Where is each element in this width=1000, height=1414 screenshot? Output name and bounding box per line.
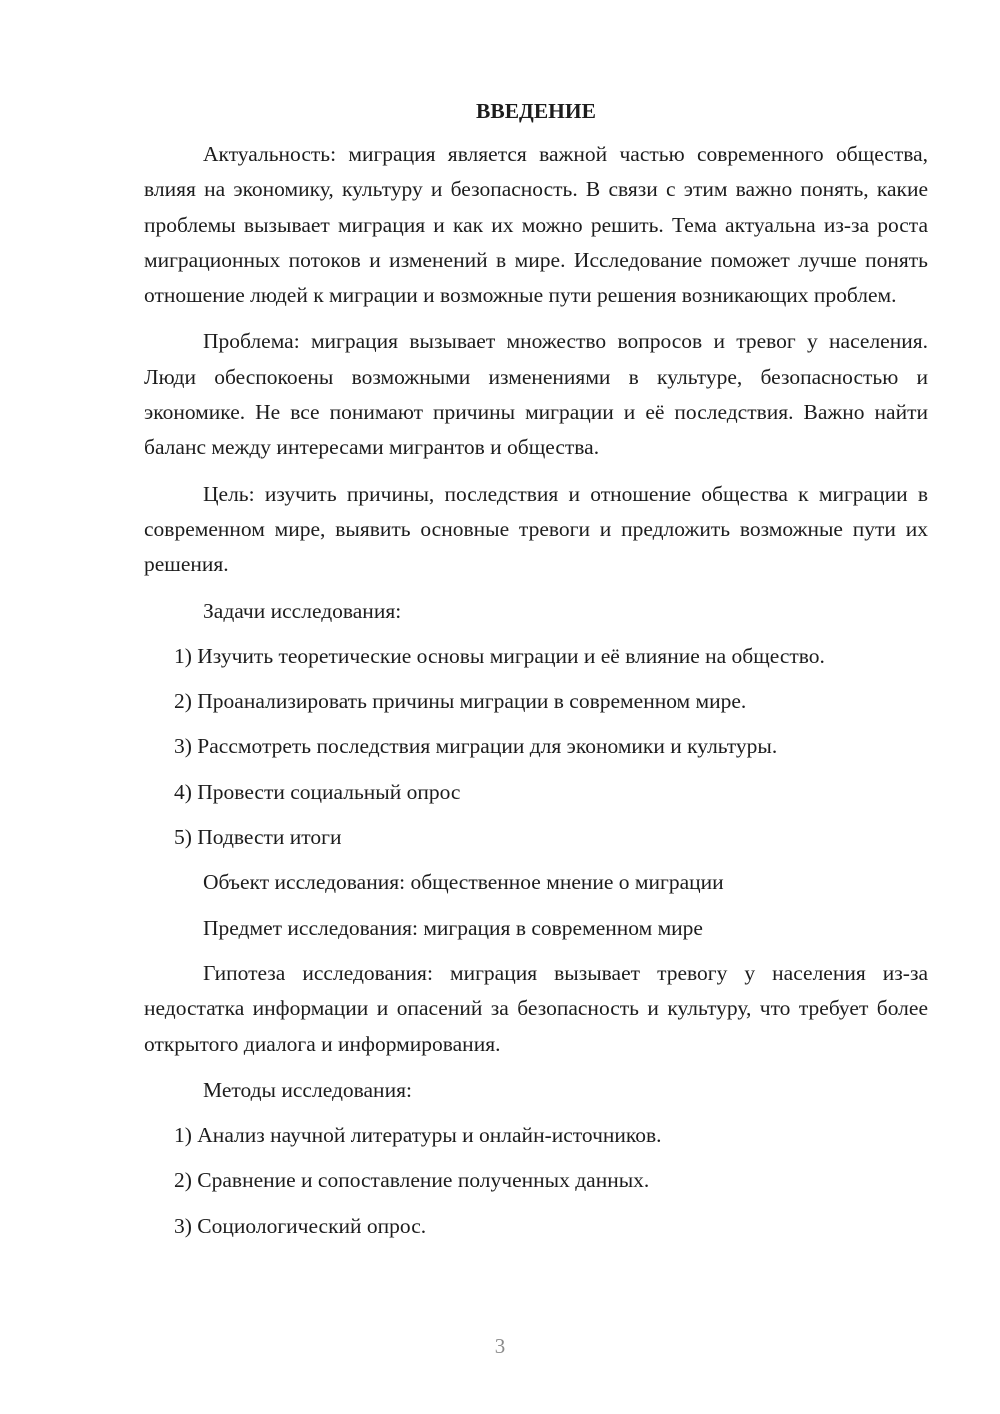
task-item-1: 1) Изучить теоретические основы миграции и её влияние на общество.	[174, 643, 825, 668]
relevance-paragraph: Актуальность: миграция является важной частью современного общества, влияя на экономику, культуру и безопасность. В связи с этим важно понять, какие проблемы вызывает миграция и как их можно решить. Тема актуальна из-за роста миграционных потоков и изменений в мире. Исследование поможет лучше понять отношение людей к миграции и возможные пути решения возникающих проблем.	[144, 142, 928, 308]
document-page	[144, 93, 928, 1254]
method-item-1: 1) Анализ научной литературы и онлайн-источников.	[174, 1123, 662, 1148]
hypothesis-paragraph: Гипотеза исследования: миграция вызывает тревогу у населения из-за недостатка информации и опасений за безопасность и культуру, что требует более открытого диалога и информирования.	[144, 960, 928, 1056]
goal-paragraph: Цель: изучить причины, последствия и отношение общества к миграции в современном мире, выявить основные тревоги и предложить возможные пути их решения.	[144, 481, 928, 577]
section-title: ВВЕДЕНИЕ	[476, 99, 596, 123]
page-number: 3	[494, 1334, 506, 1358]
research-object: Объект исследования: общественное мнение о миграции	[203, 870, 724, 895]
problem-paragraph: Проблема: миграция вызывает множество вопросов и тревог у населения. Люди обеспокоены возможными изменениями в культуре, безопасностью и экономике. Не все понимают причины миграции и её последствия. Важно найти баланс между интересами мигрантов и общества.	[144, 329, 928, 460]
research-subject: Предмет исследования: миграция в современном мире	[203, 915, 703, 940]
task-item-2: 2) Проанализировать причины миграции в современном мире.	[174, 689, 747, 714]
tasks-heading: Задачи исследования:	[203, 598, 402, 623]
task-item-4: 4) Провести социальный опрос	[174, 779, 461, 804]
task-item-5: 5) Подвести итоги	[174, 825, 342, 850]
method-item-2: 2) Сравнение и сопоставление полученных данных.	[174, 1168, 650, 1193]
method-item-3: 3) Социологический опрос.	[174, 1213, 427, 1238]
methods-heading: Методы исследования:	[203, 1077, 412, 1102]
task-item-3: 3) Рассмотреть последствия миграции для экономики и культуры.	[174, 734, 778, 759]
